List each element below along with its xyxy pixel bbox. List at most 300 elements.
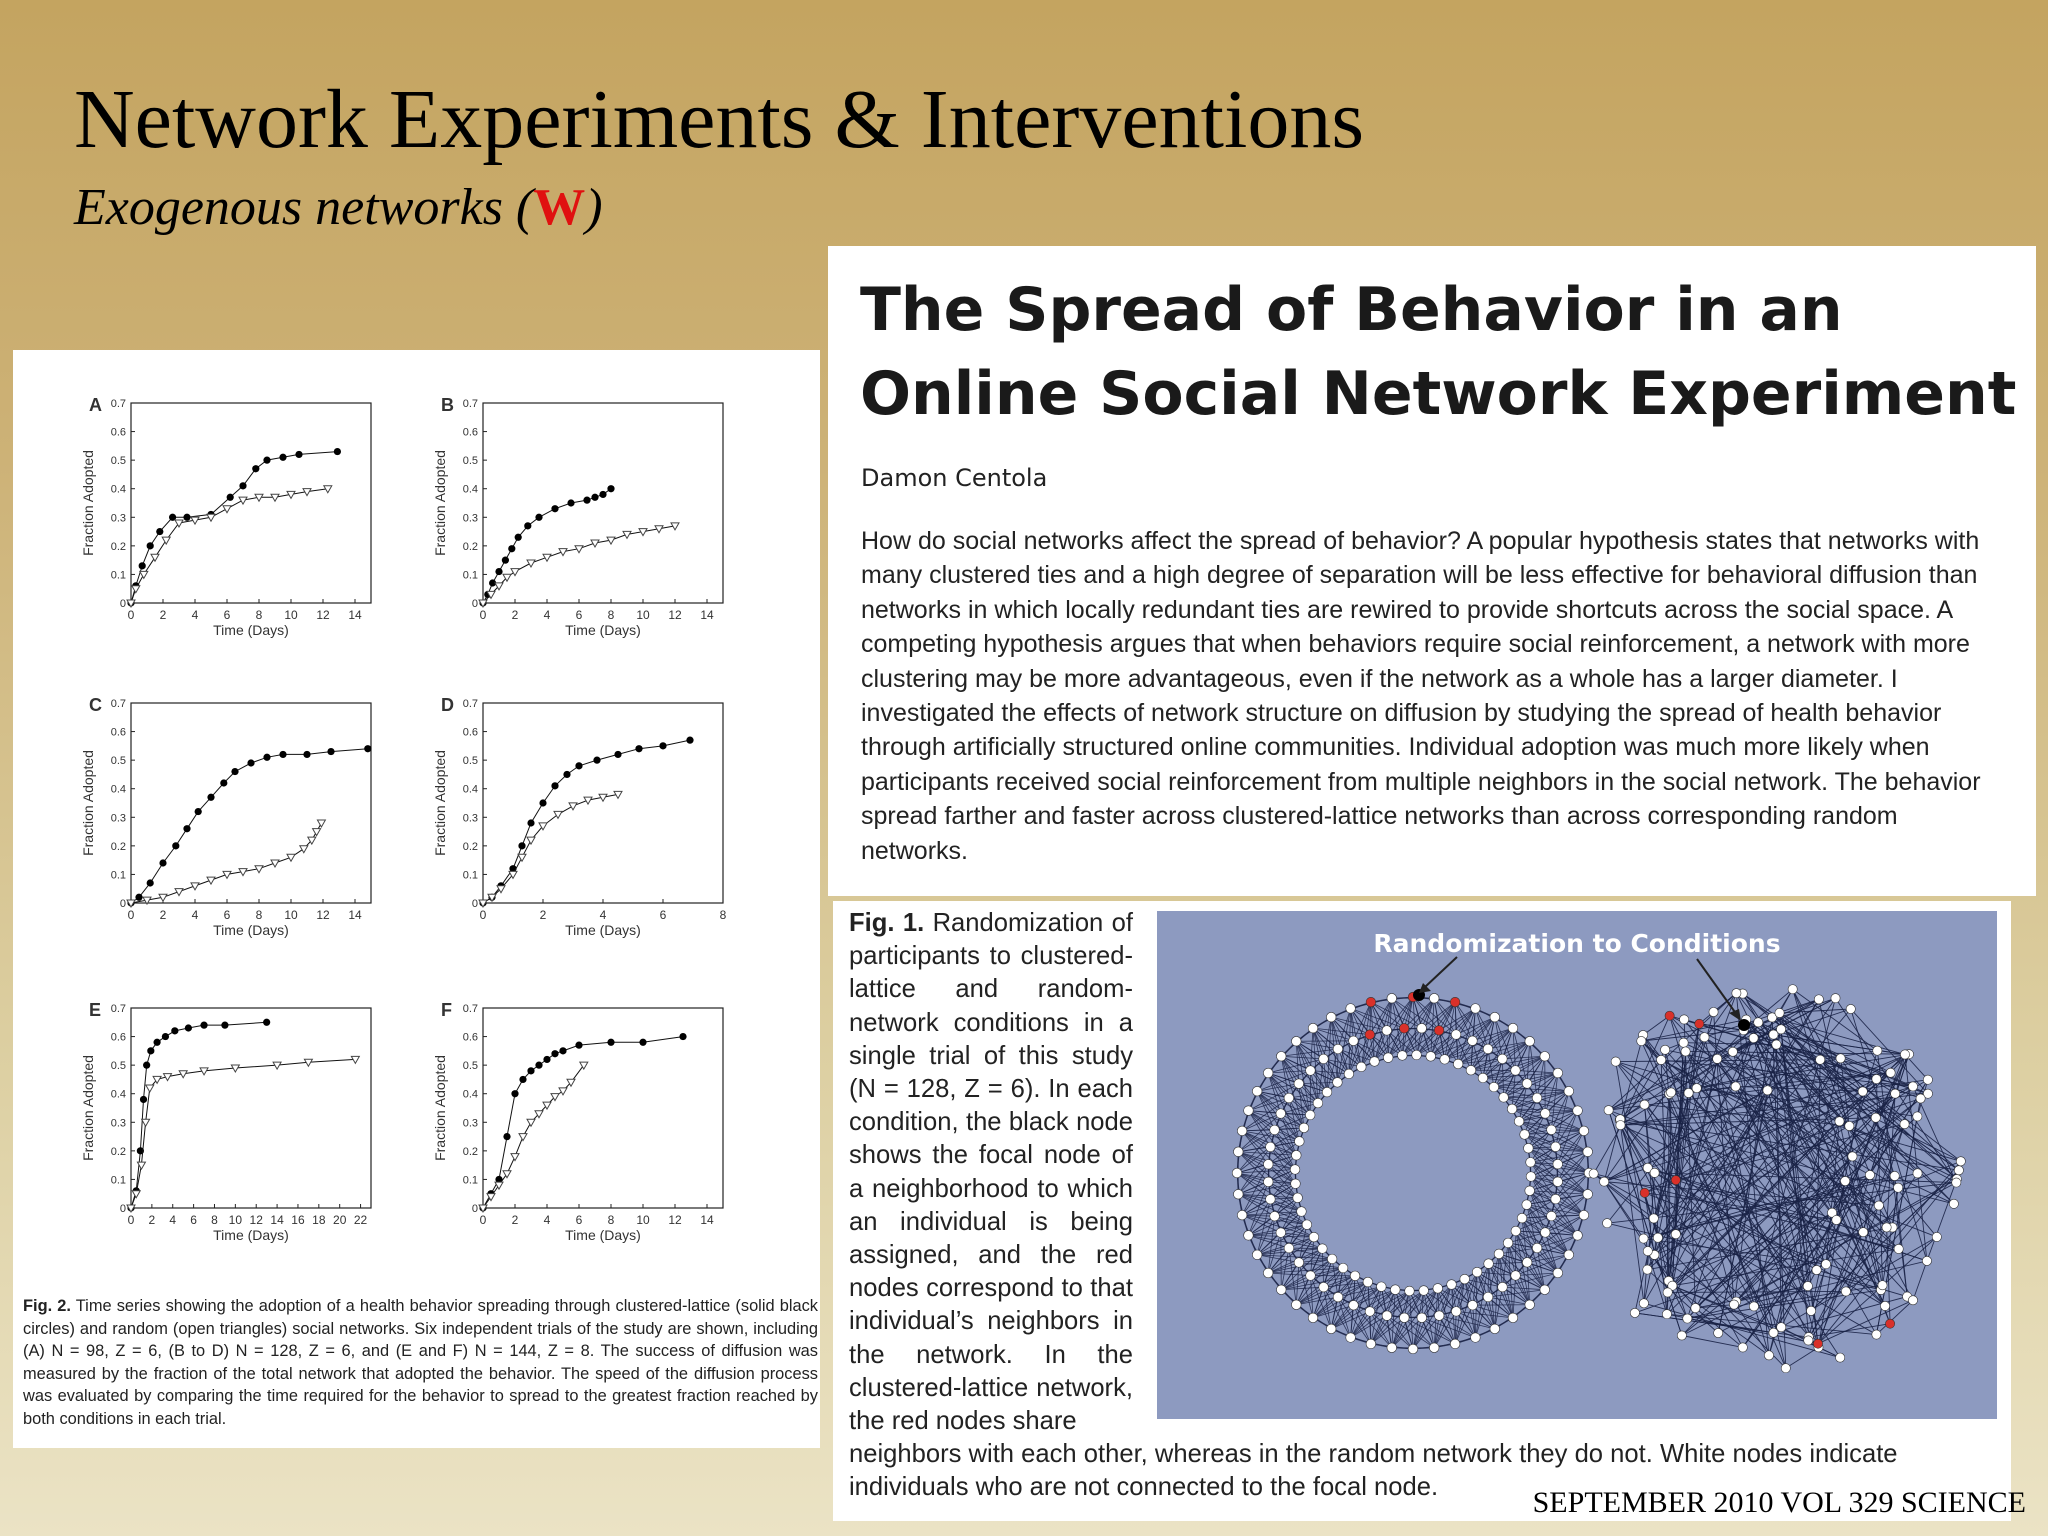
- random-node: [1878, 1281, 1887, 1290]
- random-node: [1731, 1082, 1740, 1091]
- y-axis-label: Fraction Adopted: [432, 1055, 448, 1161]
- y-tick-label: 0.5: [462, 455, 478, 468]
- lattice-node: [1357, 1062, 1367, 1072]
- data-point-lattice: [147, 1047, 154, 1054]
- x-tick-label: 8: [211, 1213, 218, 1227]
- lattice-node: [1511, 1226, 1521, 1236]
- lattice-node: [1514, 1117, 1524, 1127]
- data-point-lattice: [263, 1019, 270, 1026]
- x-tick-label: 14: [700, 608, 714, 622]
- lattice-node: [1263, 1160, 1273, 1170]
- random-node: [1738, 1343, 1747, 1352]
- x-tick-label: 2: [159, 608, 167, 622]
- data-point-lattice: [140, 1096, 147, 1103]
- random-node: [1781, 1364, 1790, 1373]
- lattice-node: [1426, 1052, 1436, 1062]
- data-point-lattice: [239, 482, 246, 489]
- random-node: [1932, 1232, 1941, 1241]
- data-point-lattice: [495, 568, 502, 575]
- data-point-random: [146, 1085, 154, 1092]
- y-tick-label: 0.4: [110, 783, 126, 796]
- data-point-lattice: [172, 842, 179, 849]
- network-diagram: [1157, 911, 1997, 1419]
- random-node: [1653, 1233, 1662, 1242]
- lattice-node: [1333, 1078, 1343, 1088]
- chart-panel-f: [432, 1000, 723, 1243]
- random-node: [1679, 1038, 1688, 1047]
- chart-panel-a: [80, 395, 371, 638]
- x-axis-label: Time (Days): [213, 922, 289, 938]
- data-point-random: [495, 1182, 503, 1189]
- lattice-node: [1366, 1339, 1376, 1349]
- random-node: [1657, 1055, 1666, 1064]
- y-tick-label: 0.7: [110, 398, 126, 410]
- lattice-node: [1233, 1189, 1243, 1199]
- lattice-node: [1333, 1292, 1343, 1302]
- y-tick-label: 0: [471, 1203, 478, 1215]
- focal-pointer: [1697, 959, 1737, 1015]
- random-network: [1589, 959, 1965, 1373]
- lattice-node: [1308, 1023, 1318, 1033]
- random-node: [1858, 1087, 1867, 1096]
- y-tick-label: 0.3: [110, 512, 126, 525]
- data-point-random: [313, 829, 321, 836]
- data-point-random: [191, 883, 199, 890]
- lattice-node: [1350, 1271, 1360, 1281]
- wikipedia-link[interactable]: W: [533, 179, 586, 236]
- lattice-node: [1553, 1177, 1563, 1187]
- x-tick-label: 4: [191, 908, 199, 922]
- data-point-random: [142, 1119, 150, 1126]
- network-figure-title: Randomization to Conditions: [1373, 929, 1781, 958]
- lattice-node: [1494, 1249, 1504, 1259]
- random-node: [1845, 1121, 1854, 1130]
- data-point-lattice: [327, 748, 334, 755]
- y-tick-label: 0.1: [110, 869, 126, 882]
- data-point-lattice: [156, 528, 163, 535]
- data-point-lattice: [563, 771, 570, 778]
- lattice-node: [1284, 1243, 1294, 1253]
- random-node: [1732, 989, 1741, 998]
- y-tick-label: 0: [471, 598, 478, 610]
- lattice-node: [1306, 1066, 1316, 1076]
- data-point-lattice: [147, 879, 154, 886]
- lattice-node: [1526, 1157, 1536, 1167]
- x-tick-label: 14: [270, 1213, 284, 1227]
- random-node: [1695, 1019, 1704, 1028]
- plot-frame: [483, 1008, 723, 1208]
- data-point-random: [132, 586, 140, 593]
- lattice-node: [1511, 1271, 1521, 1281]
- y-tick-label: 0.2: [110, 1145, 126, 1158]
- lattice-node: [1429, 993, 1439, 1003]
- lattice-node: [1290, 1165, 1300, 1175]
- lattice-node: [1322, 1087, 1332, 1097]
- data-point-lattice: [524, 522, 531, 529]
- random-node: [1665, 1011, 1674, 1020]
- random-node: [1677, 1331, 1686, 1340]
- random-node: [1952, 1178, 1961, 1187]
- random-node: [1913, 1112, 1922, 1121]
- lattice-node: [1326, 1324, 1336, 1334]
- data-point-lattice: [227, 494, 234, 501]
- random-node: [1900, 1050, 1909, 1059]
- y-axis-label: Fraction Adopted: [432, 450, 448, 556]
- random-edge: [1913, 1261, 1927, 1300]
- random-node: [1749, 1302, 1758, 1311]
- lattice-node: [1397, 1051, 1407, 1061]
- data-point-lattice: [535, 1062, 542, 1069]
- x-axis-label: Time (Days): [213, 622, 289, 638]
- lattice-node: [1483, 1044, 1493, 1054]
- data-point-lattice: [535, 514, 542, 521]
- data-point-lattice: [162, 1033, 169, 1040]
- random-node: [1637, 1036, 1646, 1045]
- y-tick-label: 0.3: [462, 1117, 478, 1130]
- lattice-node: [1503, 1238, 1513, 1248]
- random-node: [1812, 1265, 1821, 1274]
- data-point-lattice: [231, 768, 238, 775]
- y-tick-label: 0.1: [462, 569, 478, 582]
- lattice-edge: [1322, 1249, 1323, 1288]
- data-point-lattice: [153, 1039, 160, 1046]
- lattice-node: [1453, 1059, 1463, 1069]
- panel-label: B: [441, 395, 454, 415]
- x-tick-label: 0: [127, 608, 135, 622]
- lattice-edge: [1489, 1262, 1528, 1263]
- lattice-edge: [1275, 1184, 1296, 1216]
- random-node: [1894, 1183, 1903, 1192]
- random-node: [1872, 1330, 1881, 1339]
- random-node: [1728, 1047, 1737, 1056]
- fig1-label: Fig. 1.: [849, 909, 925, 937]
- lattice-node: [1309, 1232, 1319, 1242]
- lattice-node: [1551, 1194, 1561, 1204]
- x-axis-label: Time (Days): [213, 1227, 289, 1243]
- y-tick-label: 0.2: [110, 840, 126, 853]
- lattice-edge: [1310, 1028, 1313, 1070]
- lattice-node: [1450, 997, 1460, 1007]
- fig1-panel: [833, 901, 2011, 1521]
- y-tick-label: 0.7: [462, 1003, 478, 1015]
- lattice-node: [1471, 1333, 1481, 1343]
- y-tick-label: 0: [119, 598, 126, 610]
- x-tick-label: 12: [316, 908, 330, 922]
- lattice-node: [1490, 1012, 1500, 1022]
- lattice-node: [1349, 1036, 1359, 1046]
- data-point-lattice: [139, 562, 146, 569]
- x-tick-label: 6: [223, 608, 231, 622]
- data-point-lattice: [221, 1022, 228, 1029]
- data-point-random: [300, 846, 308, 853]
- x-tick-label: 6: [575, 1213, 583, 1227]
- lattice-node: [1525, 1036, 1535, 1046]
- y-tick-label: 0.6: [110, 1031, 126, 1044]
- data-point-lattice: [511, 1090, 518, 1097]
- random-node: [1891, 1089, 1900, 1098]
- random-node: [1900, 1120, 1909, 1129]
- random-node: [1643, 1265, 1652, 1274]
- lattice-node: [1291, 1300, 1301, 1310]
- data-point-lattice: [527, 1067, 534, 1074]
- lattice-node: [1365, 1030, 1375, 1040]
- random-edge: [1682, 1336, 1743, 1348]
- data-point-lattice: [659, 742, 666, 749]
- random-node: [1872, 1074, 1881, 1083]
- x-tick-label: 6: [659, 908, 667, 922]
- data-point-random: [317, 820, 325, 827]
- random-node: [1671, 1175, 1680, 1184]
- y-tick-label: 0.2: [462, 1145, 478, 1158]
- x-tick-label: 14: [700, 1213, 714, 1227]
- data-point-lattice: [247, 759, 254, 766]
- data-point-lattice: [185, 1024, 192, 1031]
- lattice-node: [1299, 1123, 1309, 1133]
- random-node: [1865, 1170, 1874, 1179]
- lattice-node: [1382, 1311, 1392, 1321]
- random-node: [1885, 1319, 1894, 1328]
- fig2-caption-text: Time series showing the adoption of a health behavior spreading through clustered-lattice (solid black circles) and random (open triangles) social networks. Six independent trials of the study are shown, including (A) N = 98, Z = 6, (B to D) N = 128, Z = 6, and (E and F) N = 144, Z = 8. The success of diffusion was measured by the fraction of the total network that adopted the behavior. The speed of the diffusion process was evaluated by comparing the time required for the behavior to spread to the greatest fraction reached by both conditions in each trial.: [23, 1297, 818, 1428]
- random-node: [1894, 1244, 1903, 1253]
- lattice-node: [1440, 1055, 1450, 1065]
- data-point-lattice: [295, 451, 302, 458]
- journal-citation: SEPTEMBER 2010 VOL 329 SCIENCE: [1532, 1486, 2026, 1519]
- y-tick-label: 0.1: [110, 569, 126, 582]
- lattice-node: [1263, 1268, 1273, 1278]
- panel-label: A: [89, 395, 102, 415]
- data-point-lattice: [635, 745, 642, 752]
- x-tick-label: 4: [599, 908, 607, 922]
- random-node: [1908, 1296, 1917, 1305]
- lattice-node: [1270, 1125, 1280, 1135]
- lattice-node: [1551, 1142, 1561, 1152]
- random-node: [1916, 1094, 1925, 1103]
- data-point-lattice: [143, 1062, 150, 1069]
- lattice-node: [1346, 1333, 1356, 1343]
- lattice-node: [1547, 1125, 1557, 1135]
- data-point-lattice: [519, 1076, 526, 1083]
- random-node: [1846, 1004, 1855, 1013]
- lattice-node: [1387, 1343, 1397, 1353]
- data-point-lattice: [607, 485, 614, 492]
- lattice-node: [1294, 1079, 1304, 1089]
- x-tick-label: 8: [607, 1213, 615, 1227]
- lattice-node: [1244, 1106, 1254, 1116]
- lattice-node: [1508, 1313, 1518, 1323]
- subtitle-close: ): [585, 179, 603, 236]
- x-tick-label: 4: [191, 608, 199, 622]
- series-line-lattice: [483, 740, 690, 903]
- random-node: [1806, 1306, 1815, 1315]
- lattice-node: [1451, 1307, 1461, 1317]
- x-tick-label: 0: [127, 908, 135, 922]
- data-point-lattice: [195, 808, 202, 815]
- fig2-label: Fig. 2.: [23, 1297, 71, 1315]
- x-tick-label: 16: [291, 1213, 305, 1227]
- random-node: [1871, 1113, 1880, 1122]
- y-tick-label: 0.5: [110, 1060, 126, 1073]
- lattice-node: [1525, 1300, 1535, 1310]
- y-tick-label: 0.2: [110, 540, 126, 553]
- lattice-node: [1383, 1053, 1393, 1063]
- lattice-node: [1526, 1172, 1536, 1182]
- series-line-lattice: [131, 749, 368, 903]
- data-point-lattice: [364, 745, 371, 752]
- data-point-lattice: [135, 894, 142, 901]
- lattice-node: [1573, 1106, 1583, 1116]
- y-axis-label: Fraction Adopted: [80, 750, 96, 856]
- data-point-lattice: [599, 491, 606, 498]
- x-tick-label: 4: [169, 1213, 177, 1227]
- random-node: [1954, 1166, 1963, 1175]
- lattice-edge: [1551, 1216, 1568, 1255]
- random-node: [1684, 1088, 1693, 1097]
- y-tick-label: 0.6: [110, 426, 126, 439]
- y-tick-label: 0.5: [110, 755, 126, 768]
- lattice-edge: [1299, 1082, 1338, 1083]
- lattice-edge: [1257, 1091, 1274, 1130]
- random-node: [1662, 1310, 1671, 1319]
- lattice-node: [1333, 1044, 1343, 1054]
- y-tick-label: 0.4: [462, 483, 478, 496]
- random-node: [1886, 1068, 1895, 1077]
- y-tick-label: 0.5: [462, 755, 478, 768]
- random-node: [1691, 1303, 1700, 1312]
- lattice-node: [1520, 1130, 1530, 1140]
- y-tick-label: 0.6: [462, 426, 478, 439]
- lattice-node: [1490, 1324, 1500, 1334]
- random-node: [1859, 1228, 1868, 1237]
- random-node: [1713, 1054, 1722, 1063]
- data-point-lattice: [575, 762, 582, 769]
- x-tick-label: 8: [607, 608, 615, 622]
- x-tick-label: 10: [228, 1213, 243, 1227]
- series-line-lattice: [483, 489, 611, 603]
- lattice-edge: [1515, 1070, 1557, 1073]
- random-node: [1600, 1177, 1609, 1186]
- lattice-node: [1525, 1186, 1535, 1196]
- random-node: [1922, 1256, 1931, 1265]
- lattice-node: [1293, 1193, 1303, 1203]
- random-node: [1692, 1084, 1701, 1093]
- data-point-lattice: [518, 842, 525, 849]
- lattice-node: [1468, 1036, 1478, 1046]
- lattice-node: [1294, 1258, 1304, 1268]
- y-tick-label: 0: [119, 898, 126, 910]
- lattice-node: [1583, 1189, 1593, 1199]
- random-node: [1764, 1351, 1773, 1360]
- random-node: [1804, 1336, 1813, 1345]
- random-node: [1835, 1117, 1844, 1126]
- random-node: [1630, 1308, 1639, 1317]
- x-tick-label: 2: [148, 1213, 156, 1227]
- lattice-node: [1507, 1104, 1517, 1114]
- x-tick-label: 10: [284, 908, 298, 922]
- data-point-random: [559, 1088, 567, 1095]
- chart-panel-e: [80, 1000, 371, 1243]
- lattice-node: [1540, 1285, 1550, 1295]
- data-point-lattice: [551, 1050, 558, 1057]
- x-tick-label: 10: [284, 608, 298, 622]
- lattice-node: [1540, 1109, 1550, 1119]
- lattice-node: [1517, 1213, 1527, 1223]
- x-axis-label: Time (Days): [565, 1227, 641, 1243]
- lattice-node: [1573, 1231, 1583, 1241]
- random-node: [1874, 1201, 1883, 1210]
- x-tick-label: 12: [668, 608, 682, 622]
- lattice-node: [1408, 1344, 1418, 1354]
- x-tick-label: 6: [575, 608, 583, 622]
- data-point-random: [527, 560, 535, 567]
- random-node: [1956, 1157, 1965, 1166]
- data-point-lattice: [502, 557, 509, 564]
- lattice-node: [1522, 1200, 1532, 1210]
- lattice-node: [1564, 1250, 1574, 1260]
- lattice-node: [1382, 1026, 1392, 1036]
- x-tick-label: 2: [511, 608, 519, 622]
- y-tick-label: 0.4: [110, 1088, 126, 1101]
- series-line-random: [131, 1059, 355, 1208]
- random-node: [1616, 1120, 1625, 1129]
- lattice-node: [1532, 1093, 1542, 1103]
- random-node: [1650, 1168, 1659, 1177]
- lattice-node: [1447, 1280, 1457, 1290]
- x-tick-label: 8: [719, 908, 727, 922]
- series-line-random: [483, 526, 675, 603]
- lattice-node: [1484, 1259, 1494, 1269]
- lattice-node: [1244, 1231, 1254, 1241]
- lattice-node: [1433, 1284, 1443, 1294]
- lattice-node: [1468, 1300, 1478, 1310]
- lattice-edge: [1456, 1017, 1495, 1034]
- x-tick-label: 0: [479, 608, 487, 622]
- random-node: [1913, 1169, 1922, 1178]
- random-node: [1821, 1260, 1830, 1269]
- random-node: [1908, 1082, 1917, 1091]
- lattice-node: [1266, 1194, 1276, 1204]
- lattice-node: [1540, 1228, 1550, 1238]
- y-tick-label: 0.3: [462, 812, 478, 825]
- chart-panel-b: [432, 395, 723, 638]
- lattice-node: [1489, 1082, 1499, 1092]
- lattice-node: [1451, 1030, 1461, 1040]
- data-point-random: [223, 506, 231, 513]
- random-node: [1831, 994, 1840, 1003]
- lattice-node: [1466, 1065, 1476, 1075]
- plot-frame: [483, 703, 723, 903]
- data-point-lattice: [575, 1042, 582, 1049]
- data-point-random: [527, 837, 535, 844]
- lattice-node: [1291, 1179, 1301, 1189]
- lattice-node: [1472, 1267, 1482, 1277]
- data-point-lattice: [171, 1027, 178, 1034]
- x-tick-label: 2: [511, 1213, 519, 1227]
- focal-pointer-arrowhead: [1729, 1009, 1741, 1021]
- random-edge: [1786, 1347, 1819, 1368]
- random-node: [1841, 1176, 1850, 1185]
- lattice-node: [1305, 1110, 1315, 1120]
- random-node: [1683, 1314, 1692, 1323]
- x-tick-label: 2: [539, 908, 547, 922]
- lattice-node: [1579, 1210, 1589, 1220]
- lattice-node: [1417, 1023, 1427, 1033]
- lattice-node: [1498, 1282, 1508, 1292]
- lattice-node: [1270, 1211, 1280, 1221]
- x-tick-label: 22: [353, 1213, 368, 1227]
- focal-pointer: [1425, 957, 1457, 987]
- y-tick-label: 0.5: [110, 455, 126, 468]
- lattice-node: [1412, 1050, 1422, 1060]
